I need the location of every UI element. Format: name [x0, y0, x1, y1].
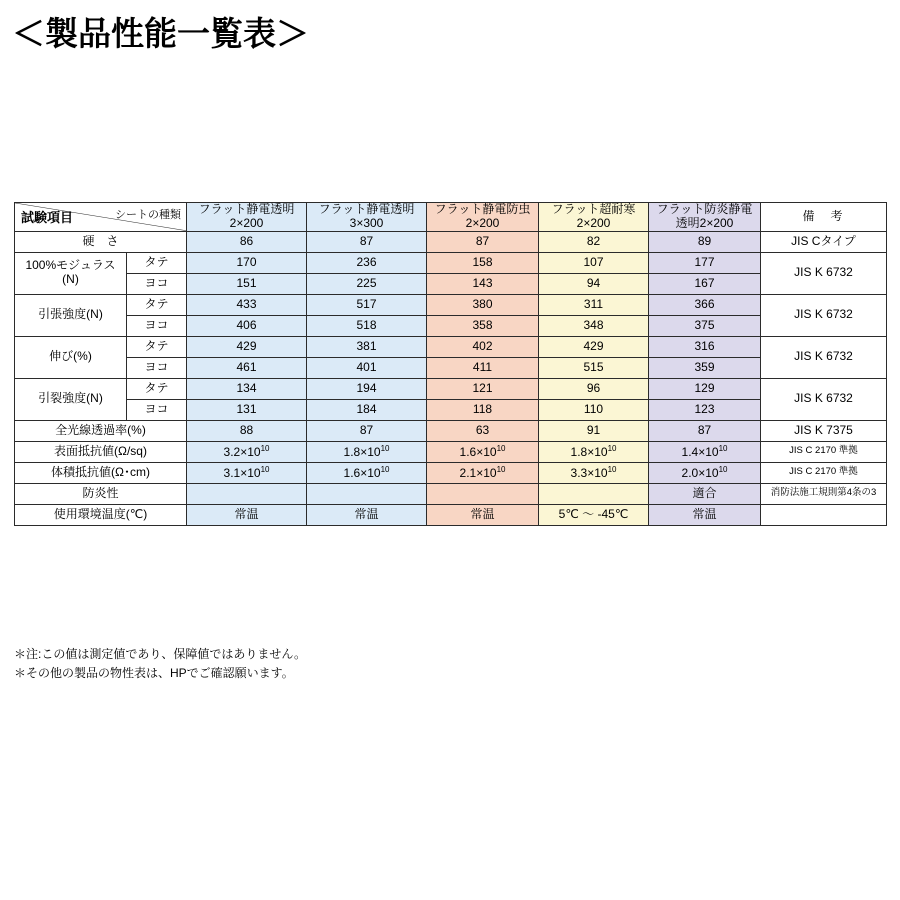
cell-elongation-tate-p2: 381	[307, 336, 427, 357]
cell-tensile-note: JIS K 6732	[761, 294, 887, 336]
direction-yoko-tensile: ヨコ	[127, 315, 187, 336]
table-row	[15, 252, 887, 273]
cell-surface-resistivity-p5: $1.4\times 10^{10}$	[649, 441, 761, 462]
cell-elongation-yoko-p2: 401	[307, 357, 427, 378]
cell-elongation-tate-p5: 316	[649, 336, 761, 357]
header-corner-cell	[15, 203, 187, 232]
product-header-1	[187, 203, 307, 232]
cell-operating-temperature-p3: 常温	[427, 504, 539, 525]
table-row	[15, 378, 887, 399]
cell-tear-tate-p2: 194	[307, 378, 427, 399]
cell-transmittance-p5: 87	[649, 420, 761, 441]
direction-tate-tensile: タテ	[127, 294, 187, 315]
cell-modulus-tate-p3: 158	[427, 252, 539, 273]
product-performance-table	[14, 202, 887, 526]
cell-elongation-yoko-p5: 359	[649, 357, 761, 378]
cell-tear-note: JIS K 6732	[761, 378, 887, 420]
cell-tear-yoko-p5: 123	[649, 399, 761, 420]
note-header: 備 考	[761, 203, 887, 232]
row-label-modulus	[15, 252, 127, 294]
cell-operating-temperature-note	[761, 504, 887, 525]
cell-modulus-tate-p5: 177	[649, 252, 761, 273]
product-header-4	[539, 203, 649, 232]
footnotes	[14, 645, 306, 682]
row-label-transmittance: 全光線透過率(%)	[15, 420, 187, 441]
cell-flame-retardance-p1	[187, 483, 307, 504]
cell-tensile-yoko-p2: 518	[307, 315, 427, 336]
cell-operating-temperature-p5: 常温	[649, 504, 761, 525]
cell-modulus-tate-p2: 236	[307, 252, 427, 273]
footnote-2: ＊その他の製品の物性表は、HPでご確認願います。	[14, 665, 294, 680]
cell-surface-resistivity-p1: $3.2\times 10^{10}$	[187, 441, 307, 462]
cell-volume-resistivity-p2: $1.6\times 10^{10}$	[307, 462, 427, 483]
cell-flame-retardance-note: 消防法施工規則第4条の3	[761, 483, 887, 504]
product-header-1-line2: 2×200	[229, 215, 264, 230]
table-row	[15, 273, 887, 294]
product-header-5-line2: 透明2×200	[675, 215, 734, 230]
cell-elongation-tate-p1: 429	[187, 336, 307, 357]
table-row	[15, 483, 887, 504]
direction-tate-tear: タテ	[127, 378, 187, 399]
cell-transmittance-p3: 63	[427, 420, 539, 441]
cell-tensile-yoko-p3: 358	[427, 315, 539, 336]
cell-modulus-tate-p1: 170	[187, 252, 307, 273]
row-label-hardness: 硬 さ	[15, 231, 187, 252]
product-header-4-line2: 2×200	[576, 215, 611, 230]
cell-tensile-yoko-p5: 375	[649, 315, 761, 336]
direction-tate-modulus: タテ	[127, 252, 187, 273]
cell-tensile-yoko-p4: 348	[539, 315, 649, 336]
cell-hardness-p5: 89	[649, 231, 761, 252]
row-label-modulus-line2: (N)	[62, 272, 79, 287]
row-label-volume-resistivity: 体積抵抗値(Ω･cm)	[15, 462, 187, 483]
row-label-surface-resistivity: 表面抵抗値(Ω/sq)	[15, 441, 187, 462]
cell-tensile-yoko-p1: 406	[187, 315, 307, 336]
cell-surface-resistivity-p2: $1.8\times 10^{10}$	[307, 441, 427, 462]
row-label-elongation: 伸び(%)	[15, 336, 127, 378]
direction-yoko-modulus: ヨコ	[127, 273, 187, 294]
table-header-row	[15, 203, 887, 232]
cell-modulus-yoko-p3: 143	[427, 273, 539, 294]
table-row	[15, 504, 887, 525]
cell-transmittance-p1: 88	[187, 420, 307, 441]
cell-operating-temperature-p4: 5℃ ～ -45℃	[539, 504, 649, 525]
row-label-flame-retardance: 防炎性	[15, 483, 187, 504]
cell-volume-resistivity-note: JIS C 2170 準拠	[761, 462, 887, 483]
sheet-type-label: シートの種類	[115, 209, 181, 221]
product-header-5-line1: フラット防炎静電	[656, 202, 753, 216]
product-header-2-line1: フラット静電透明	[318, 202, 415, 216]
cell-volume-resistivity-p4: $3.3\times 10^{10}$	[539, 462, 649, 483]
cell-modulus-yoko-p5: 167	[649, 273, 761, 294]
cell-tear-tate-p4: 96	[539, 378, 649, 399]
cell-modulus-tate-p4: 107	[539, 252, 649, 273]
cell-volume-resistivity-p5: $2.0\times 10^{10}$	[649, 462, 761, 483]
product-header-4-line1: フラット超耐寒	[551, 202, 636, 216]
cell-hardness-p4: 82	[539, 231, 649, 252]
cell-tensile-tate-p5: 366	[649, 294, 761, 315]
table-row	[15, 231, 887, 252]
cell-modulus-note: JIS K 6732	[761, 252, 887, 294]
table-row	[15, 462, 887, 483]
cell-tensile-tate-p2: 517	[307, 294, 427, 315]
product-header-3-line2: 2×200	[465, 215, 500, 230]
product-header-5	[649, 203, 761, 232]
cell-tear-tate-p3: 121	[427, 378, 539, 399]
cell-modulus-yoko-p1: 151	[187, 273, 307, 294]
table-row	[15, 315, 887, 336]
cell-flame-retardance-p5: 適合	[649, 483, 761, 504]
cell-flame-retardance-p4	[539, 483, 649, 504]
direction-yoko-tear: ヨコ	[127, 399, 187, 420]
cell-surface-resistivity-p3: $1.6\times 10^{10}$	[427, 441, 539, 462]
cell-elongation-tate-p3: 402	[427, 336, 539, 357]
cell-surface-resistivity-p4: $1.8\times 10^{10}$	[539, 441, 649, 462]
cell-transmittance-note: JIS K 7375	[761, 420, 887, 441]
product-header-3	[427, 203, 539, 232]
row-label-operating-temperature: 使用環境温度(℃)	[15, 504, 187, 525]
cell-elongation-note: JIS K 6732	[761, 336, 887, 378]
row-label-tensile: 引張強度(N)	[15, 294, 127, 336]
product-header-3-line1: フラット静電防虫	[434, 202, 531, 216]
cell-elongation-yoko-p4: 515	[539, 357, 649, 378]
direction-tate-elongation: タテ	[127, 336, 187, 357]
cell-hardness-note: JIS Cタイプ	[761, 231, 887, 252]
table-row	[15, 441, 887, 462]
cell-tensile-tate-p3: 380	[427, 294, 539, 315]
table-row	[15, 294, 887, 315]
test-item-label: 試験項目	[21, 209, 74, 225]
row-label-tear: 引裂強度(N)	[15, 378, 127, 420]
cell-volume-resistivity-p1: $3.1\times 10^{10}$	[187, 462, 307, 483]
cell-modulus-yoko-p4: 94	[539, 273, 649, 294]
cell-modulus-yoko-p2: 225	[307, 273, 427, 294]
cell-tear-tate-p1: 134	[187, 378, 307, 399]
cell-hardness-p3: 87	[427, 231, 539, 252]
page-title: ＜製品性能一覧表＞	[12, 15, 309, 52]
product-header-2-line2: 3×300	[349, 215, 384, 230]
table-row	[15, 399, 887, 420]
table-row	[15, 357, 887, 378]
spec-table-container	[14, 202, 886, 526]
cell-flame-retardance-p3	[427, 483, 539, 504]
cell-transmittance-p4: 91	[539, 420, 649, 441]
cell-tear-tate-p5: 129	[649, 378, 761, 399]
footnote-1: ＊注:この値は測定値であり、保障値ではありません。	[14, 647, 307, 661]
cell-tear-yoko-p4: 110	[539, 399, 649, 420]
table-row	[15, 336, 887, 357]
direction-yoko-elongation: ヨコ	[127, 357, 187, 378]
cell-elongation-yoko-p3: 411	[427, 357, 539, 378]
cell-elongation-yoko-p1: 461	[187, 357, 307, 378]
cell-elongation-tate-p4: 429	[539, 336, 649, 357]
cell-tear-yoko-p3: 118	[427, 399, 539, 420]
product-header-2	[307, 203, 427, 232]
cell-operating-temperature-p1: 常温	[187, 504, 307, 525]
cell-tear-yoko-p2: 184	[307, 399, 427, 420]
product-header-1-line1: フラット静電透明	[198, 202, 295, 216]
cell-flame-retardance-p2	[307, 483, 427, 504]
cell-transmittance-p2: 87	[307, 420, 427, 441]
cell-hardness-p2: 87	[307, 231, 427, 252]
row-label-modulus-line1: 100%モジュラス	[25, 258, 116, 273]
cell-tensile-tate-p4: 311	[539, 294, 649, 315]
cell-volume-resistivity-p3: $2.1\times 10^{10}$	[427, 462, 539, 483]
cell-surface-resistivity-note: JIS C 2170 準拠	[761, 441, 887, 462]
cell-tear-yoko-p1: 131	[187, 399, 307, 420]
table-row	[15, 420, 887, 441]
cell-tensile-tate-p1: 433	[187, 294, 307, 315]
cell-operating-temperature-p2: 常温	[307, 504, 427, 525]
cell-hardness-p1: 86	[187, 231, 307, 252]
